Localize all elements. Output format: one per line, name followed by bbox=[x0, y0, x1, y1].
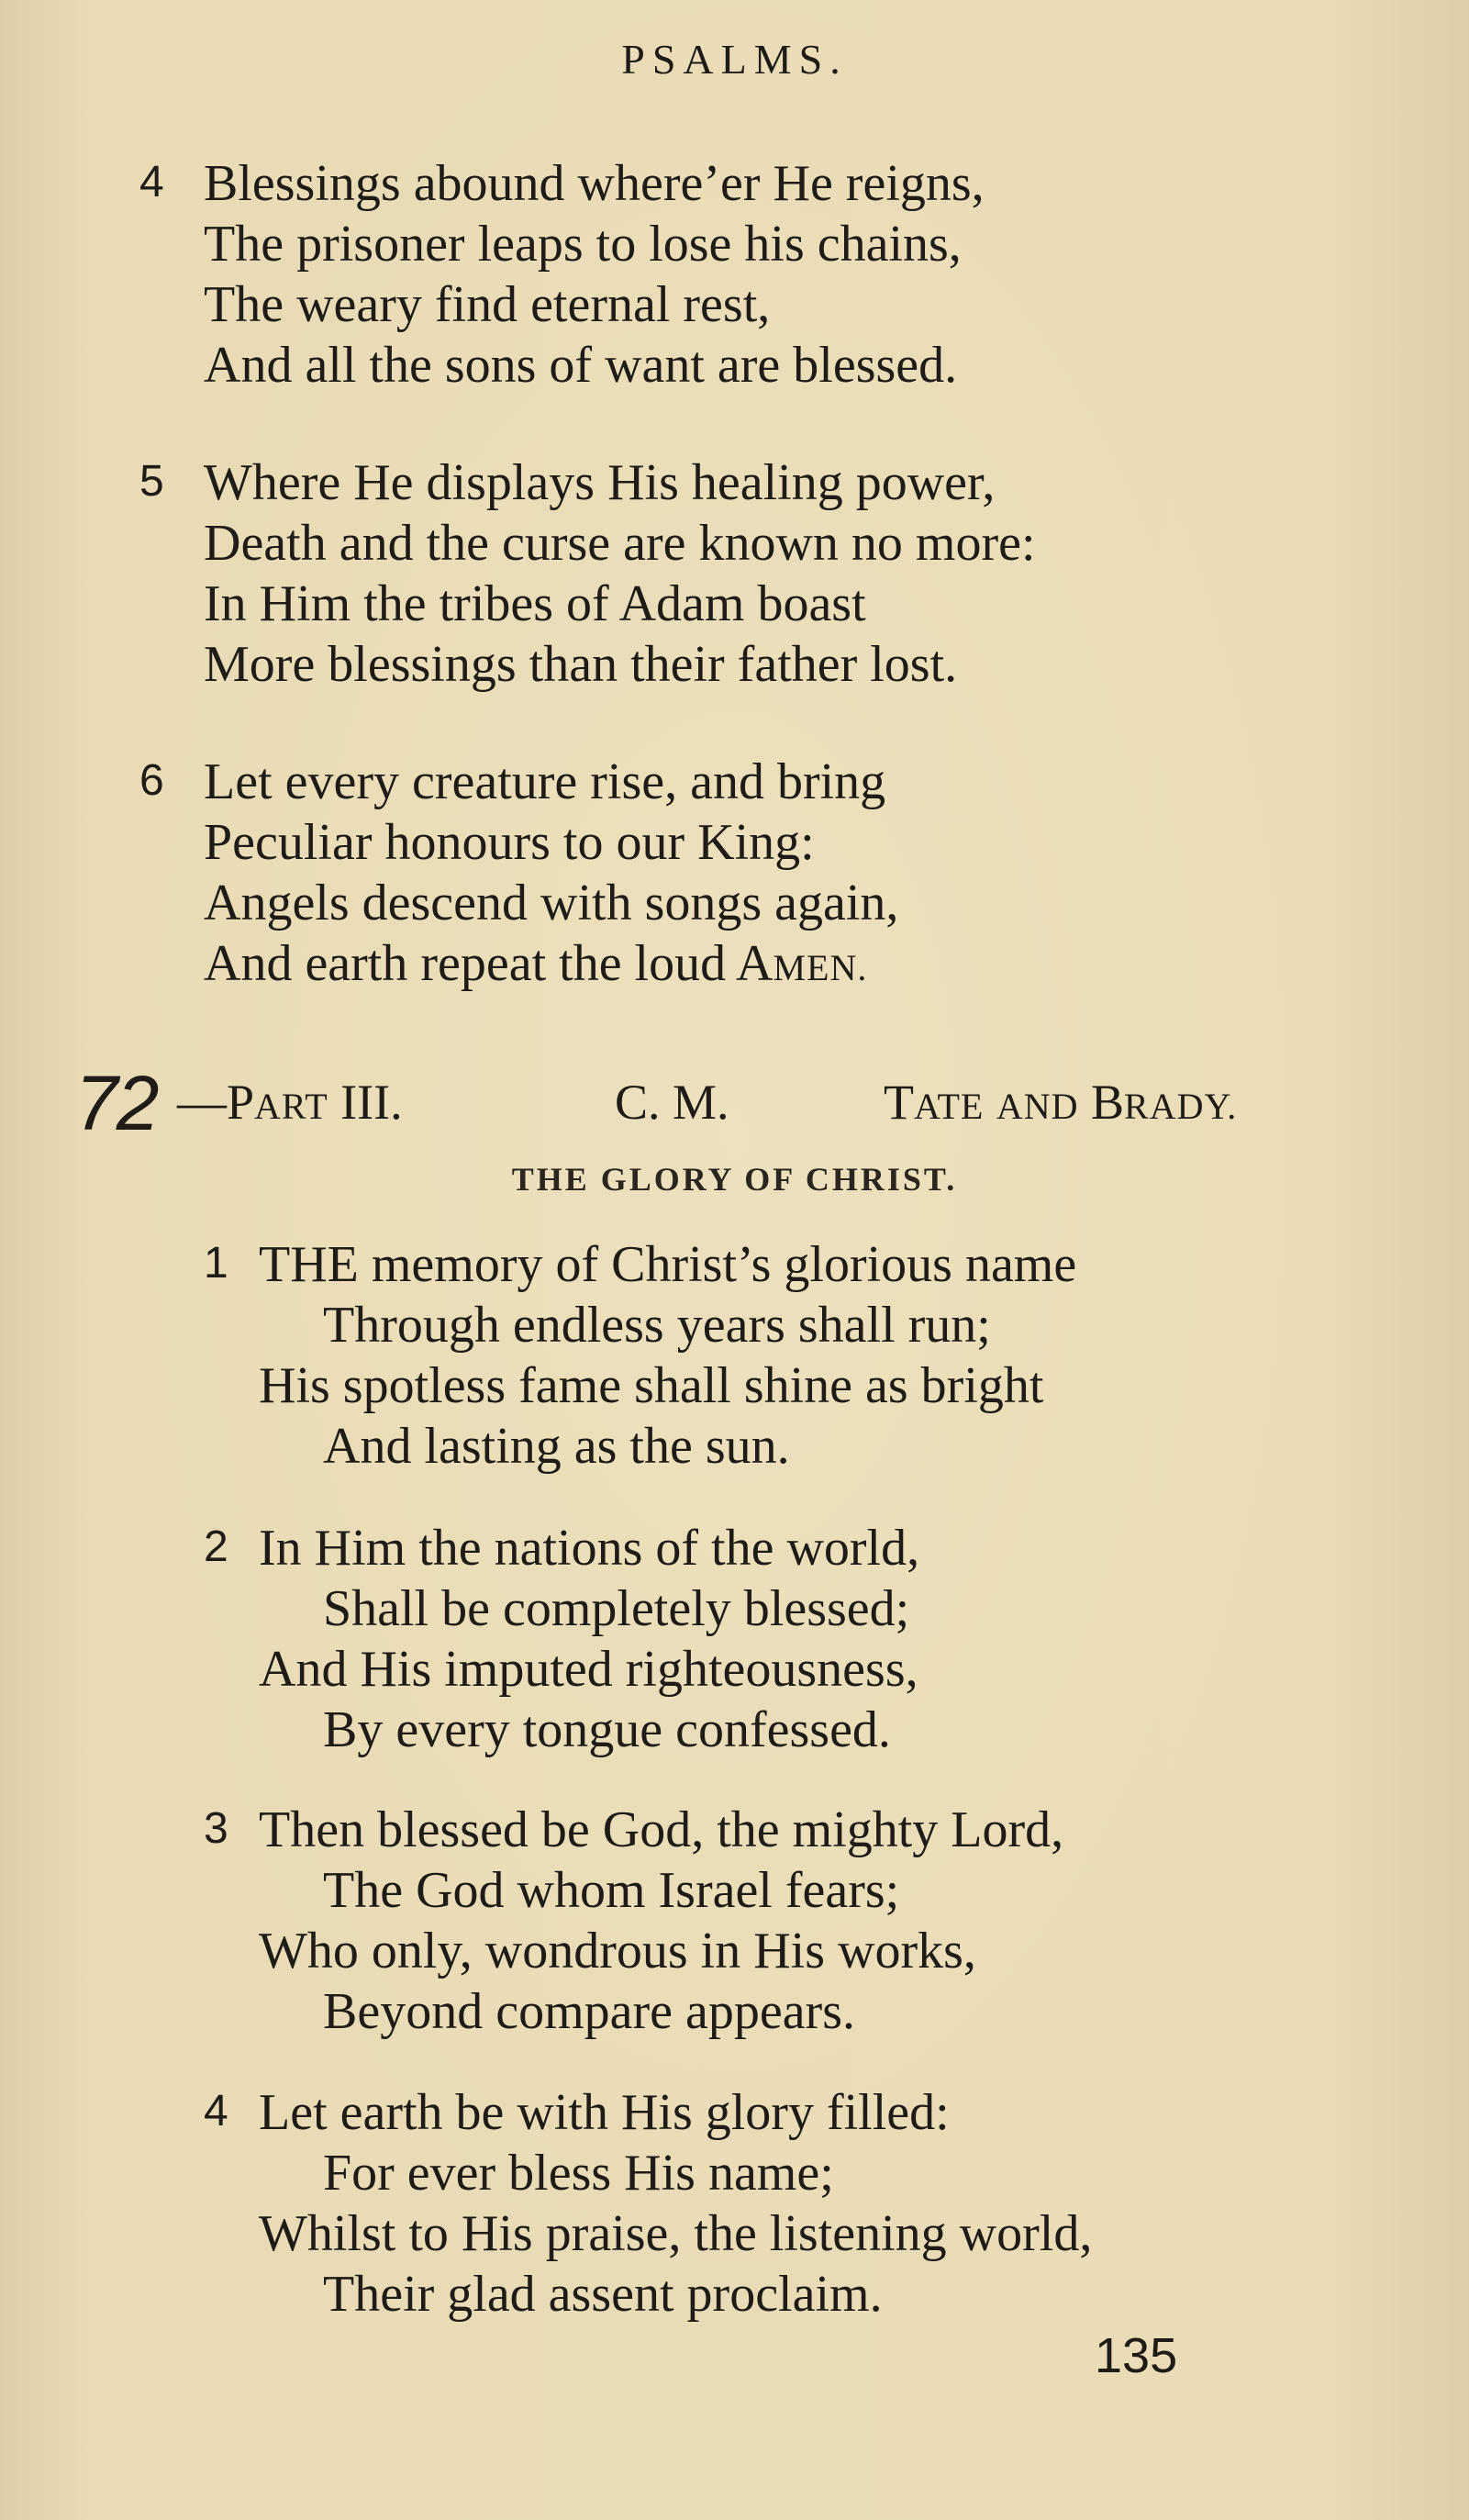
verse-line: Shall be completely blessed; bbox=[323, 1580, 910, 1637]
stanza-number: 1 bbox=[204, 1239, 228, 1288]
verse-line: Let earth be with His glory filled: bbox=[259, 2084, 950, 2141]
verse-line: Then blessed be God, the mighty Lord, bbox=[259, 1801, 1064, 1858]
hymn-subtitle: THE GLORY OF CHRIST. bbox=[511, 1161, 958, 1198]
verse-line: Whilst to His praise, the listening world, bbox=[259, 2205, 1093, 2262]
verse-line: THE memory of Christ’s glorious name bbox=[259, 1236, 1077, 1293]
verse-line: By every tongue confessed. bbox=[323, 1701, 891, 1758]
verse-line: Who only, wondrous in His works, bbox=[259, 1923, 976, 1979]
hymn-part: —PART III. bbox=[177, 1075, 403, 1130]
verse-line: Death and the curse are known no more: bbox=[204, 515, 1036, 572]
verse-line: And all the sons of want are blessed. bbox=[204, 337, 958, 394]
stanza-number: 6 bbox=[139, 756, 164, 805]
verse-line: And earth repeat the loud AMEN. bbox=[204, 935, 868, 992]
verse-line: In Him the tribes of Adam boast bbox=[204, 575, 866, 632]
verse-line: More blessings than their father lost. bbox=[204, 636, 958, 693]
running-head: PSALMS. bbox=[621, 36, 848, 83]
verse-line: And lasting as the sun. bbox=[323, 1418, 790, 1475]
verse-line: Peculiar honours to our King: bbox=[204, 814, 815, 871]
verse-line: And His imputed righteousness, bbox=[259, 1641, 918, 1698]
hymn-meter: C. M. bbox=[615, 1075, 729, 1130]
verse-line: The weary find eternal rest, bbox=[204, 276, 771, 333]
verse-line: Through endless years shall run; bbox=[323, 1297, 991, 1354]
hymn-header bbox=[75, 1059, 157, 1148]
verse-line: Where He displays His healing power, bbox=[204, 454, 996, 511]
verse-line: For ever bless His name; bbox=[323, 2145, 834, 2202]
stanza-number: 3 bbox=[204, 1804, 228, 1853]
verse-line: His spotless fame shall shine as bright bbox=[259, 1357, 1044, 1414]
stanza-number: 4 bbox=[204, 2087, 228, 2135]
stanza-number: 4 bbox=[139, 158, 164, 206]
stanza-number: 5 bbox=[139, 457, 164, 506]
verse-line: Beyond compare appears. bbox=[323, 1983, 855, 2040]
verse-line: Their glad assent proclaim. bbox=[323, 2266, 883, 2323]
verse-line: Angels descend with songs again, bbox=[204, 875, 899, 931]
verse-line: The prisoner leaps to lose his chains, bbox=[204, 216, 962, 273]
verse-line: Blessings abound where’er He reigns, bbox=[204, 155, 985, 212]
verse-line: The God whom Israel fears; bbox=[323, 1862, 900, 1919]
page-number: 135 bbox=[1095, 2328, 1178, 2383]
stanza-number: 2 bbox=[204, 1522, 228, 1571]
hymn-author: TATE AND BRADY. bbox=[884, 1075, 1238, 1130]
hymn-number: 72 bbox=[75, 1060, 158, 1146]
verse-line: Let every creature rise, and bring bbox=[204, 753, 886, 810]
verse-line: In Him the nations of the world, bbox=[259, 1520, 920, 1577]
